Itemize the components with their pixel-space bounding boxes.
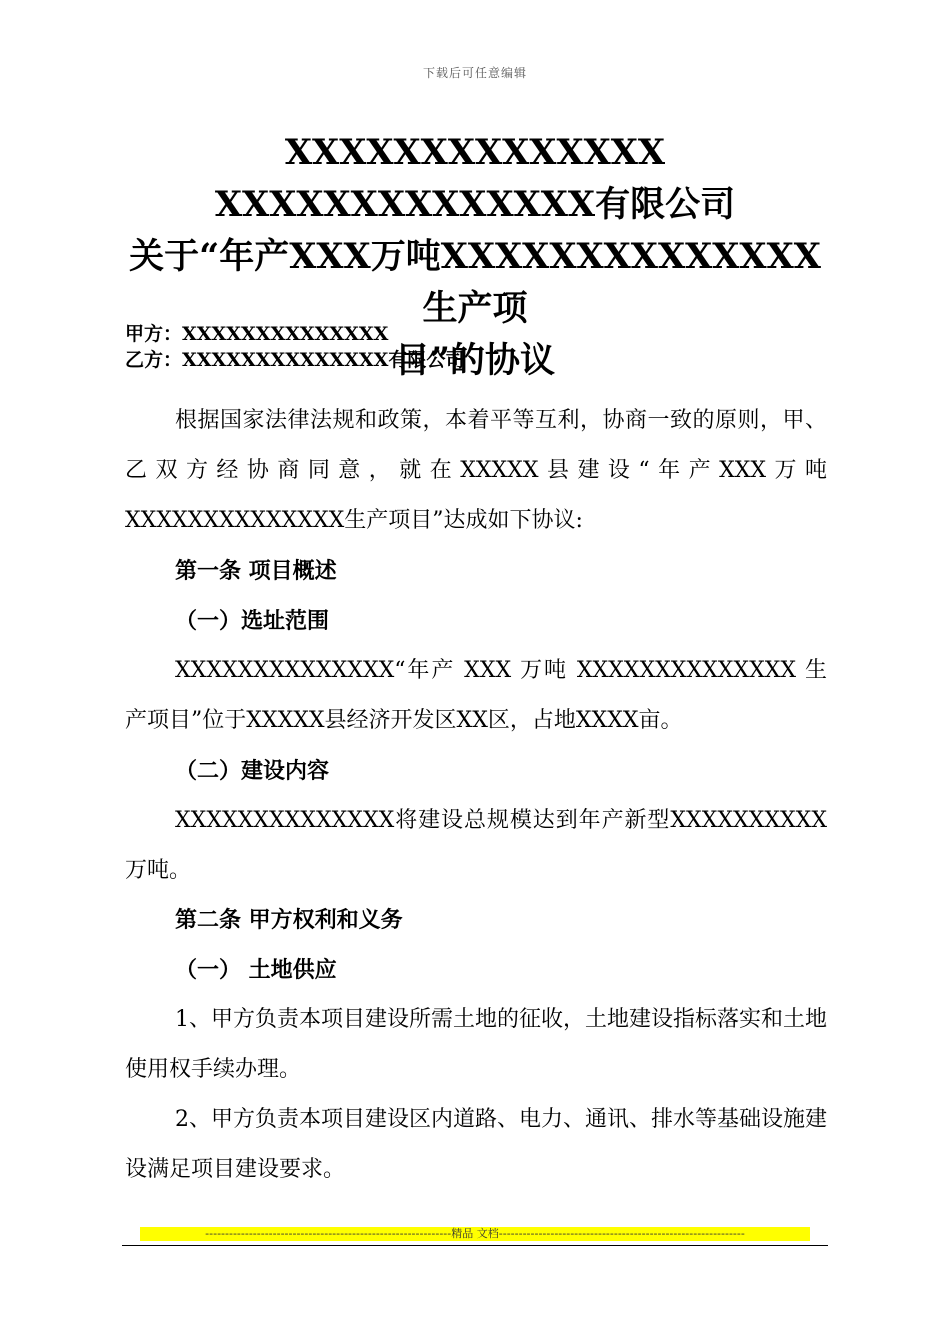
- article-2-item-2: 2、甲方负责本项目建设区内道路、电力、通讯、排水等基础设施建设满足项目建设要求。: [125, 1107, 827, 1182]
- footer-rule: [122, 1245, 828, 1246]
- title-line-3: 关于“年产XXX万吨XXXXXXXXXXXXXX生产项: [129, 236, 821, 329]
- footer-highlight-bar: [140, 1227, 810, 1241]
- page-header-note: 下载后可任意编辑: [422, 66, 527, 80]
- party-a: 甲方：XXXXXXXXXXXXXX: [125, 323, 389, 345]
- footer-dashes-left: --------------------------------------------------------------: [205, 1227, 452, 1240]
- article-1-heading: 第一条 项目概述: [175, 558, 337, 584]
- article-1-sub-1-heading: （一）选址范围: [175, 608, 330, 634]
- article-1-sub-2-heading: （二）建设内容: [175, 758, 330, 784]
- footer-text: 精品 文档: [451, 1227, 499, 1240]
- article-1-sub-1-text: XXXXXXXXXXXXXX“年产 XXX 万吨 XXXXXXXXXXXXXX 生产项目”位于XXXXX县经济开发区XX区，占地XXXX亩。: [125, 658, 827, 733]
- title-line-4: 目”的协议: [394, 340, 556, 381]
- article-2-heading: 第二条 甲方权利和义务: [175, 907, 403, 933]
- party-b: 乙方：XXXXXXXXXXXXXX有限公司: [125, 349, 465, 371]
- title-line-1: XXXXXXXXXXXXXX: [284, 132, 666, 173]
- article-1-sub-2-text: XXXXXXXXXXXXXX将建设总规模达到年产新型XXXXXXXXXX万吨。: [125, 808, 827, 883]
- article-2-sub-1-heading: （一） 土地供应: [175, 957, 337, 983]
- article-2-item-1: 1、甲方负责本项目建设所需土地的征收，土地建设指标落实和土地使用权手续办理。: [125, 1007, 827, 1082]
- footer-dashes-right: --------------------------------------------------------------: [498, 1227, 745, 1240]
- title-line-2: XXXXXXXXXXXXXX有限公司: [214, 184, 736, 225]
- intro-paragraph: 根据国家法律法规和政策，本着平等互利，协商一致的原则，甲、乙双方经协商同意，就在XXXXX县建设“年产XXX万吨XXXXXXXXXXXXXX生产项目”达成如下协议:: [125, 408, 827, 533]
